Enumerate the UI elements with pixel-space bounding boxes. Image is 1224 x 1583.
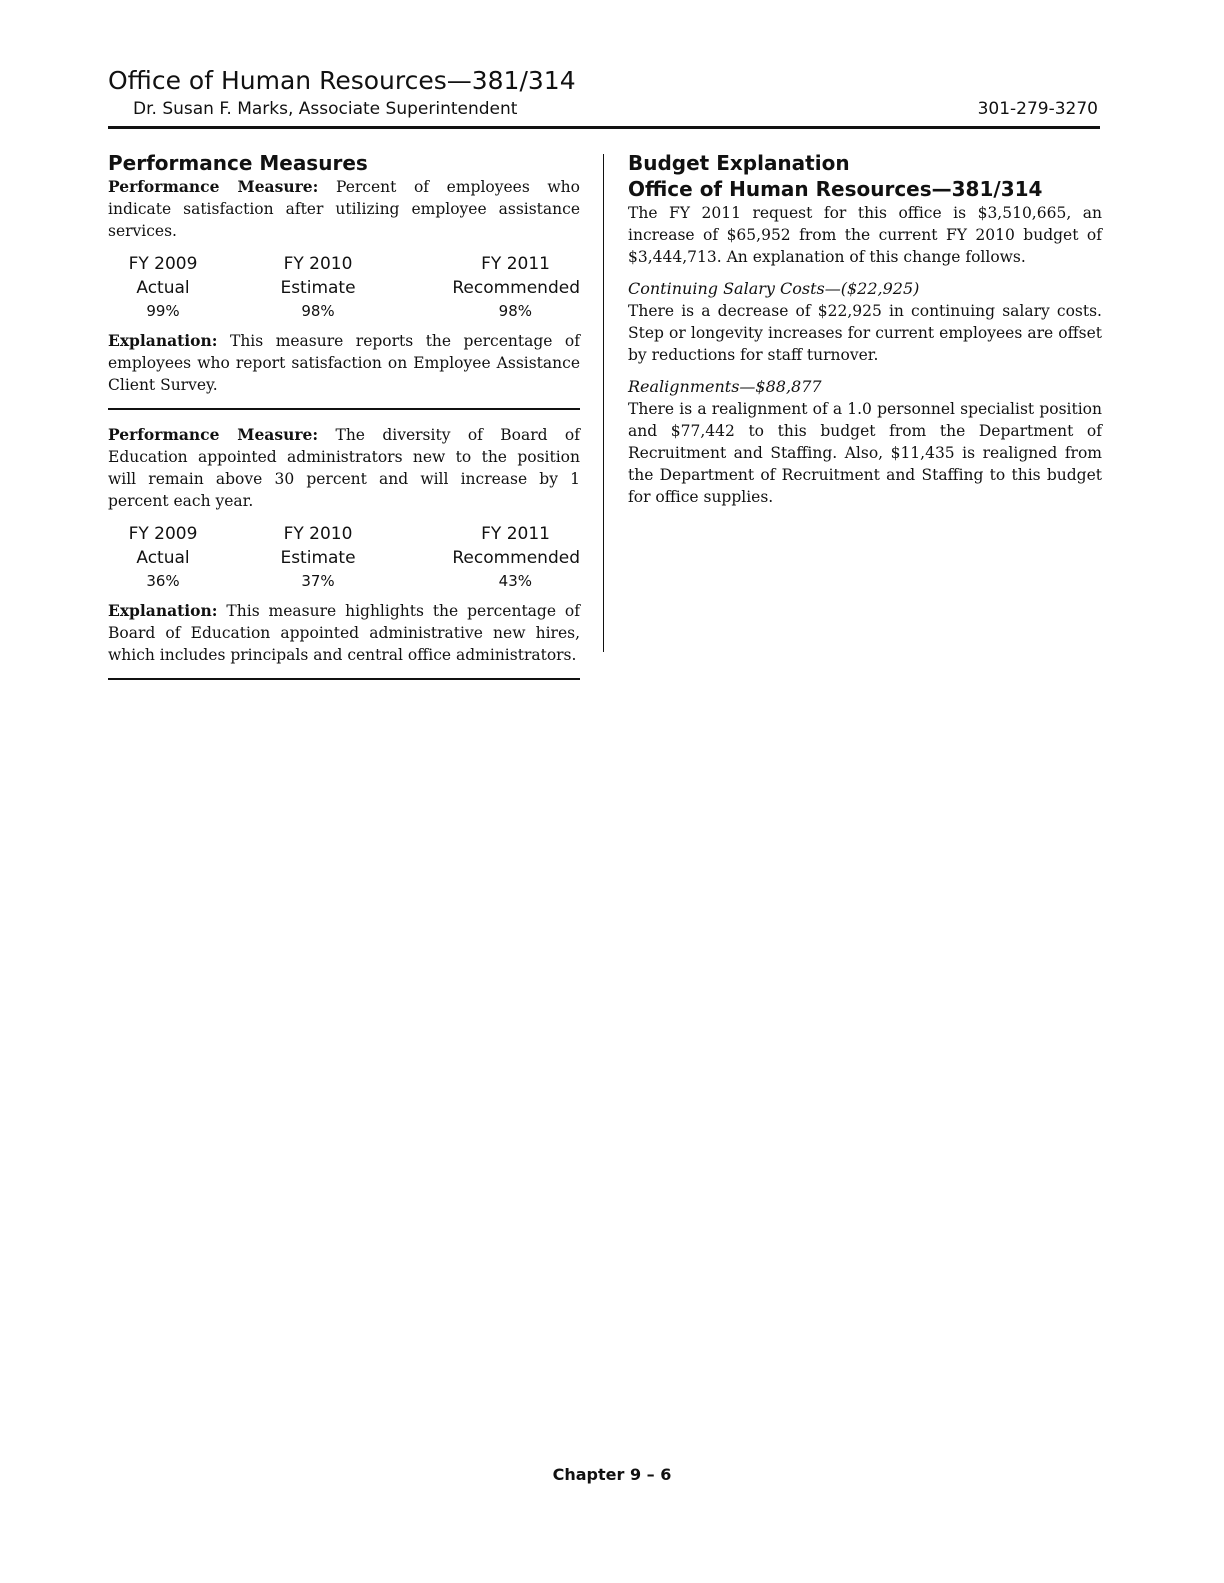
table-row (108, 300, 580, 322)
table-header-row (108, 252, 580, 276)
budget-item-text: There is a realignment of a 1.0 personnel specialist position and $77,442 to this budget from the Department of Recruitment and Staffing. Also, $11,435 is realigned from the Department of Recruitment and Staffing to this budget for office supplies. (628, 400, 1102, 506)
col-year: FY 2009 (128, 524, 198, 544)
measure-explanation (108, 330, 580, 396)
measure-statement (108, 176, 580, 242)
col-year: FY 2010 (283, 524, 353, 544)
table-header-row (108, 546, 580, 570)
col-type: Recommended (452, 548, 580, 568)
measure-table (108, 522, 580, 592)
measure-divider (108, 678, 580, 680)
col-type: Actual (136, 548, 190, 568)
budget-item-title: Realignments—$88,877 (628, 377, 822, 396)
col-type: Estimate (280, 548, 356, 568)
col-year: FY 2011 (481, 254, 550, 274)
explanation-text: This measure reports the percentage of employees who report satisfaction on Employee Assistance Client Survey. (108, 332, 580, 394)
explanation-text: This measure highlights the percentage of Board of Education appointed administrative new hires, which includes principals and central office administrators. (108, 602, 580, 664)
col-year: FY 2011 (481, 524, 550, 544)
measure-table (108, 252, 580, 322)
col-type: Actual (136, 278, 190, 298)
performance-heading: Performance Measures (108, 151, 368, 175)
budget-explanation-section (628, 150, 1102, 508)
performance-measure-2 (108, 424, 580, 666)
performance-measure-1 (108, 176, 580, 396)
column-divider (603, 154, 604, 652)
value-cell: 36% (146, 572, 180, 590)
measure-explanation (108, 600, 580, 666)
performance-measures-section (108, 150, 580, 694)
value-cell: 98% (498, 302, 532, 320)
col-type: Recommended (452, 278, 580, 298)
budget-item (628, 376, 1102, 508)
value-cell: 43% (498, 572, 532, 590)
value-cell: 99% (146, 302, 180, 320)
budget-heading: Budget Explanation (628, 151, 850, 175)
measure-text: The diversity of Board of Education appointed administrators new to the position will remain above 30 percent and will increase by 1 percent each year. (108, 426, 580, 510)
measure-divider (108, 408, 580, 410)
director-name: Dr. Susan F. Marks, Associate Superintendent (133, 99, 518, 119)
budget-item-text: There is a decrease of $22,925 in continuing salary costs. Step or longevity increases for current employees are offset by reductions for staff turnover. (628, 302, 1102, 364)
col-year: FY 2009 (128, 254, 198, 274)
table-header-row (108, 522, 580, 546)
budget-item-title: Continuing Salary Costs—($22,925) (628, 279, 920, 298)
value-cell: 37% (301, 572, 335, 590)
col-year: FY 2010 (283, 254, 353, 274)
measure-label: Performance Measure: (108, 425, 319, 444)
col-type: Estimate (280, 278, 356, 298)
measure-text: Percent of employees who indicate satisfaction after utilizing employee assistance services. (108, 178, 580, 240)
table-row (108, 570, 580, 592)
measure-label: Performance Measure: (108, 177, 319, 196)
measure-statement (108, 424, 580, 512)
explanation-label: Explanation: (108, 601, 218, 620)
table-header-row (108, 276, 580, 300)
page-title: Office of Human Resources—381/314 (108, 66, 576, 95)
budget-intro: The FY 2011 request for this office is $3,510,665, an increase of $65,952 from the current FY 2010 budget of $3,444,713. An explanation of this change follows. (628, 204, 1102, 266)
phone-number: 301-279-3270 (977, 99, 1098, 119)
budget-item (628, 278, 1102, 366)
explanation-label: Explanation: (108, 331, 218, 350)
page-footer: Chapter 9 – 6 (552, 1465, 672, 1484)
budget-subheading: Office of Human Resources—381/314 (628, 177, 1043, 201)
header-rule (108, 126, 1100, 129)
value-cell: 98% (301, 302, 335, 320)
